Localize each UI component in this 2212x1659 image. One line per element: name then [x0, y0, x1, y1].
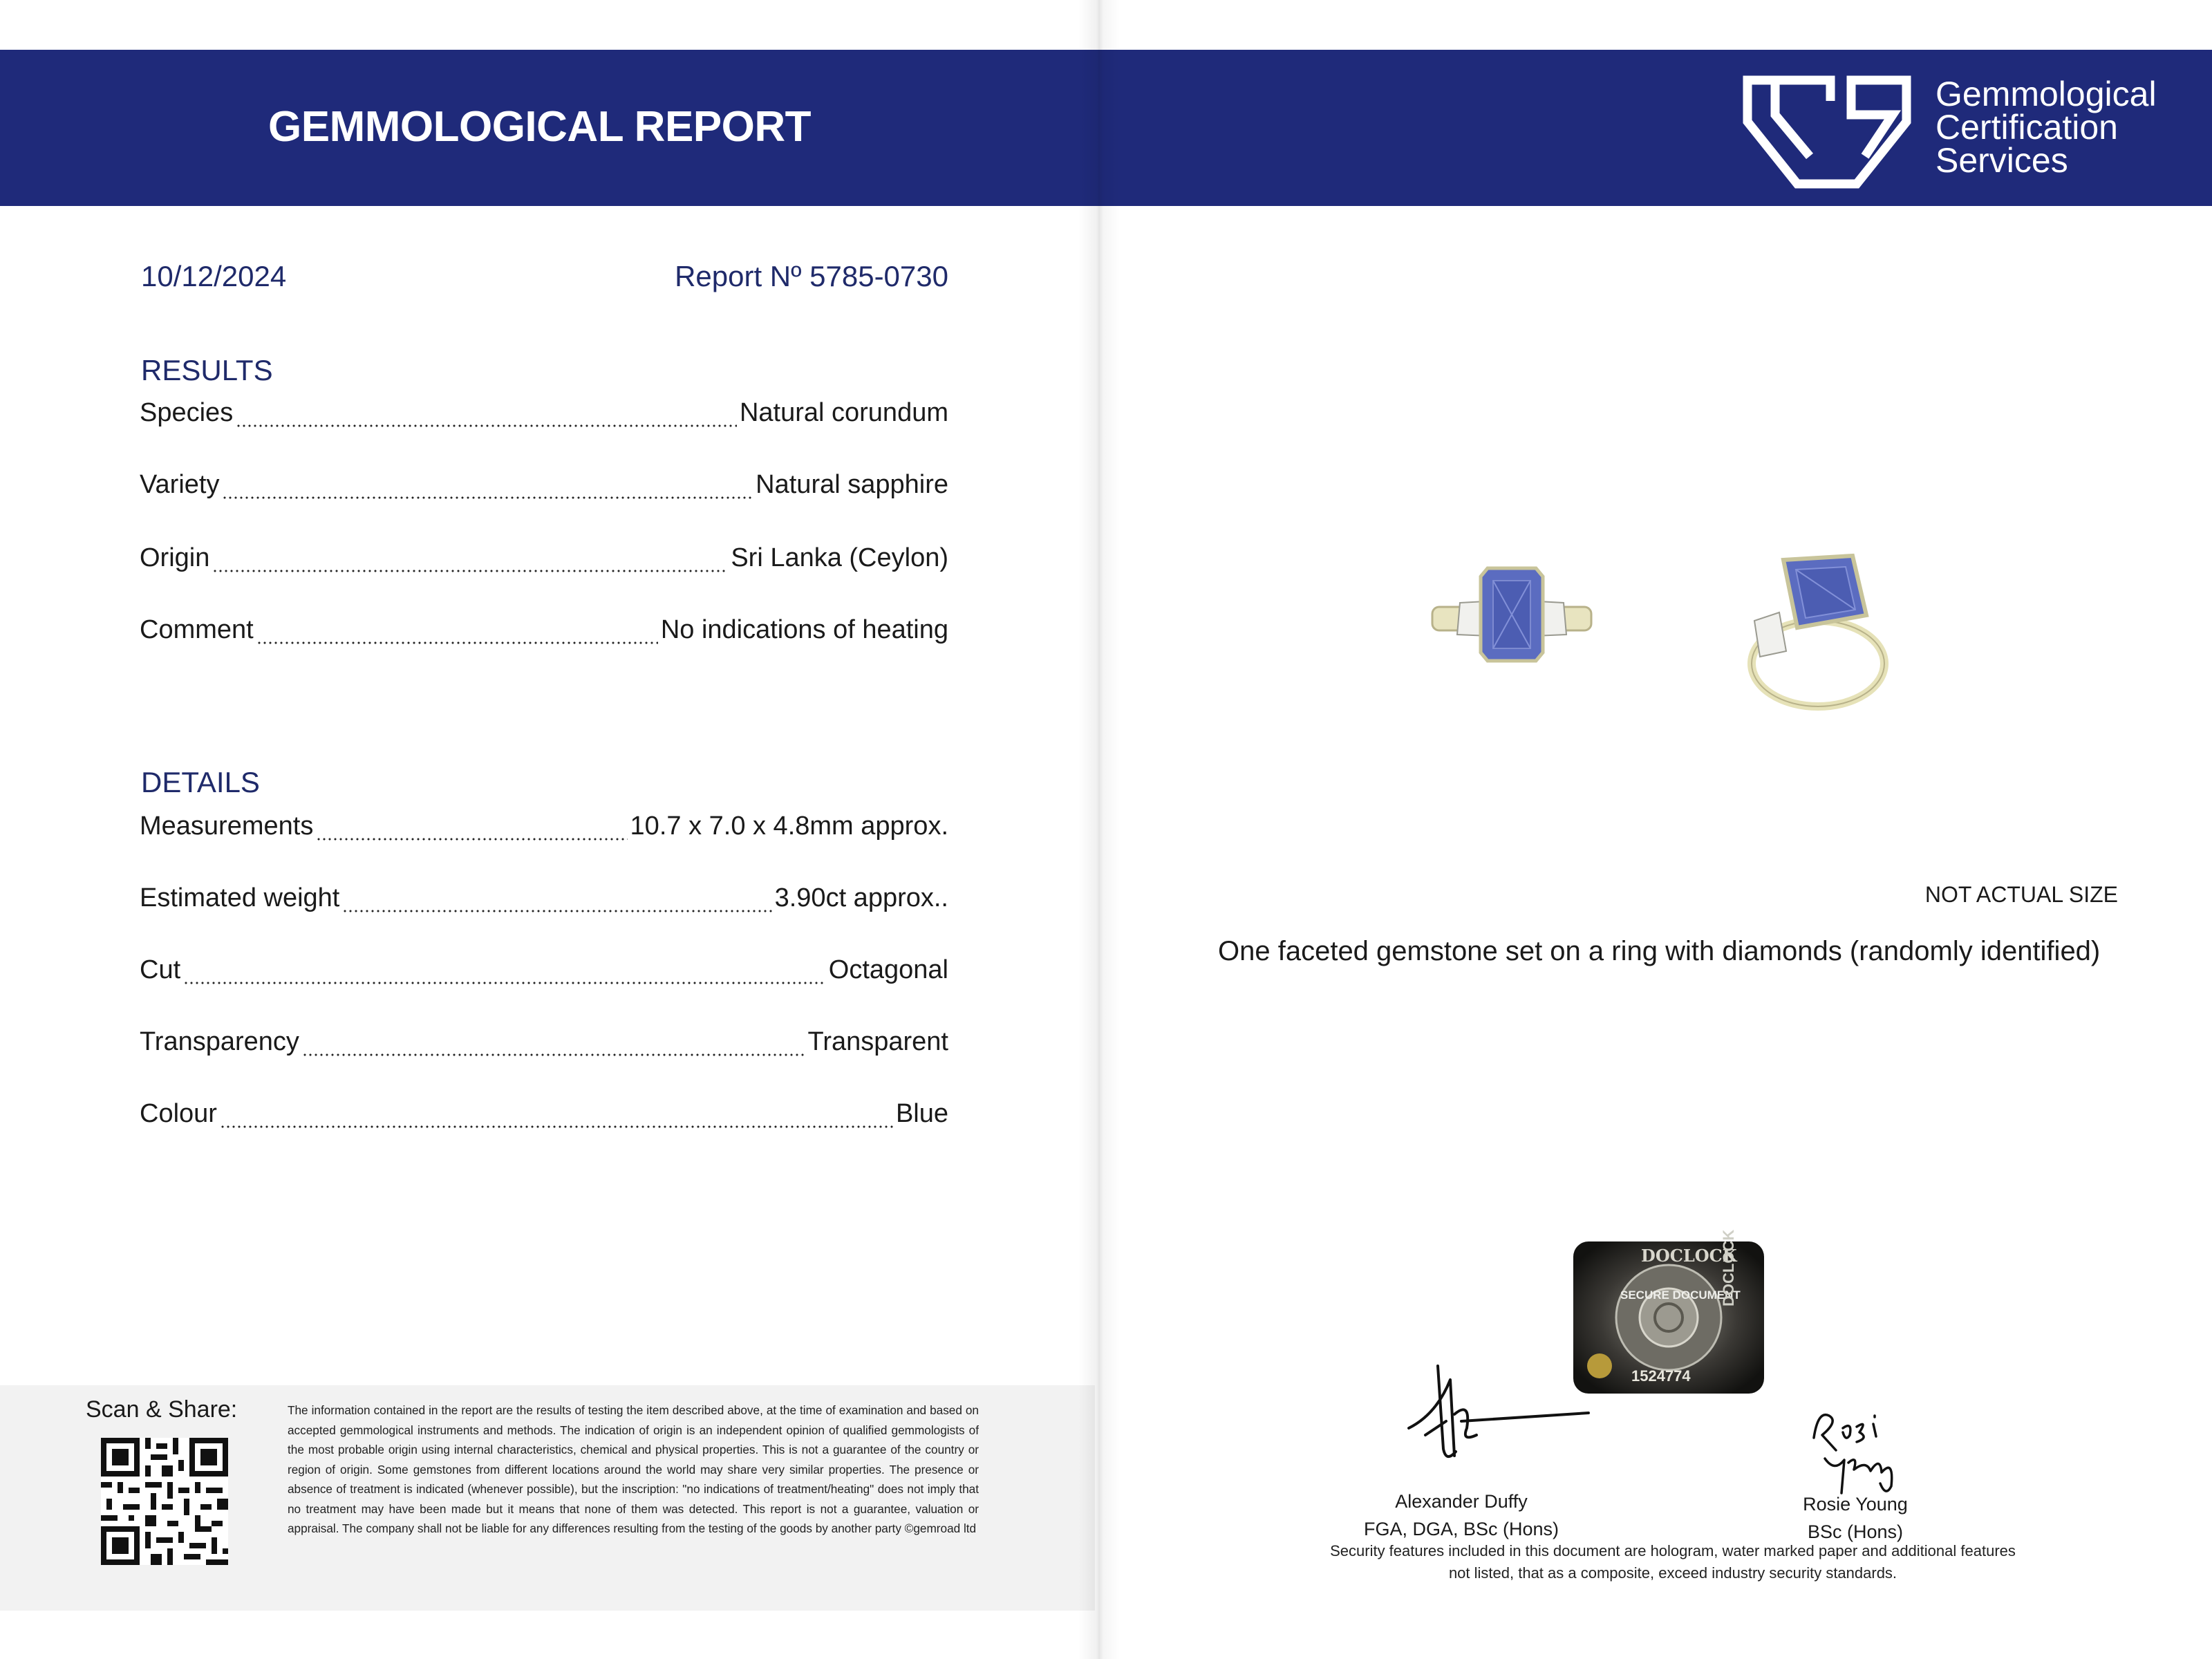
left-page [0, 0, 1098, 1659]
row-value: Sri Lanka (Ceylon) [731, 543, 948, 572]
row-value: Natural corundum [739, 398, 948, 427]
signer-credentials: FGA, DGA, BSc (Hons) [1363, 1519, 1559, 1539]
row-value: 3.90ct approx.. [774, 883, 948, 912]
result-row-variety [140, 470, 948, 506]
detail-row-colour [140, 1099, 948, 1135]
qr-code-icon[interactable] [101, 1438, 228, 1568]
seal-number: 1524774 [1631, 1367, 1691, 1385]
dot-leader [316, 838, 627, 841]
detail-row-weight [140, 883, 948, 919]
security-note: Security features included in this document are hologram, water marked paper and additional features not listed, that as a composite, exceed industry security standards. [1330, 1542, 2016, 1582]
row-label: Variety [140, 470, 220, 499]
row-value: Blue [895, 1099, 948, 1128]
dot-leader [302, 1053, 805, 1056]
dot-leader [220, 1125, 893, 1128]
detail-row-transparency [140, 1027, 948, 1063]
brand-name [1936, 75, 2157, 180]
not-actual-size-label: NOT ACTUAL SIZE [1924, 882, 2118, 907]
details-heading: DETAILS [141, 766, 260, 798]
row-label: Comment [140, 615, 254, 644]
dot-leader [342, 910, 771, 912]
signature-young [1804, 1396, 1915, 1503]
brand-line: Services [1936, 141, 2068, 180]
seal-side-text: DOCLOCK [1720, 1229, 1737, 1306]
signer-name: Alexander Duffy [1395, 1491, 1528, 1512]
row-label: Estimated weight [140, 883, 340, 912]
row-label: Cut [140, 955, 181, 984]
brand-line: Gemmological [1936, 75, 2157, 113]
row-label: Species [140, 398, 234, 427]
detail-row-cut [140, 955, 948, 991]
dot-leader [256, 641, 658, 644]
row-value: No indications of heating [660, 615, 948, 644]
dot-leader [222, 496, 753, 499]
seal-ring-text: SECURE DOCUMENT [1620, 1288, 1741, 1302]
signer-young [1745, 1490, 1966, 1546]
row-label: Colour [140, 1099, 217, 1128]
row-label: Origin [140, 543, 210, 572]
dot-leader [212, 570, 728, 572]
results-heading: RESULTS [141, 354, 273, 386]
ring-photo-angled [1735, 546, 1908, 729]
result-row-origin [140, 543, 948, 579]
result-row-species [140, 398, 948, 434]
row-value: Octagonal [828, 955, 948, 984]
row-value: 10.7 x 7.0 x 4.8mm approx. [630, 812, 948, 841]
detail-row-measurements [140, 812, 948, 847]
signer-credentials: BSc (Hons) [1807, 1521, 1904, 1542]
report-number: Report Nº 5785-0730 [675, 260, 948, 292]
photo-caption: One faceted gemstone set on a ring with diamonds (randomly identified) [1218, 936, 2101, 966]
seal-title: DOCLOCK [1641, 1246, 1737, 1266]
signature-duffy [1395, 1352, 1602, 1480]
report-date: 10/12/2024 [141, 260, 287, 292]
row-label: Transparency [140, 1027, 299, 1056]
result-row-comment [140, 615, 948, 651]
signer-name: Rosie Young [1803, 1494, 1908, 1515]
ring-photo-top [1425, 561, 1598, 682]
disclaimer-text: The information contained in the report are the results of testing the item described above, at the time of examination and based on accepted gemmological instruments and methods. The indication of origin is an independent opinion of qualified gemmologists of the most probable origin using internal characteristics, chemical and physical properties. This is not a guarantee of the country or region of origin. Some gemstones from different locations around the world may share very similar properties. The presence or absence of treatment is indicated (whenever possible), but the inscription: "no indications of treatment/heating" does not imply that no treatment may have been made but it means that none of them was detected. This report is not a guarantee, valuation or appraisal. The company shall not be liable for any differences resulting from the testing of the goods by another party ©gemroad ltd [288, 1403, 979, 1535]
row-label: Measurements [140, 812, 314, 841]
dot-leader [183, 982, 826, 984]
scan-share-label: Scan & Share: [86, 1396, 238, 1423]
brand-line: Certification [1936, 108, 2118, 147]
dot-leader [236, 424, 737, 427]
row-value: Natural sapphire [756, 470, 948, 499]
right-page [1095, 0, 2212, 1659]
row-value: Transparent [807, 1027, 948, 1056]
signer-duffy [1330, 1488, 1593, 1543]
report-title: GEMMOLOGICAL REPORT [268, 103, 812, 151]
gcs-logo-icon [1734, 66, 1920, 198]
